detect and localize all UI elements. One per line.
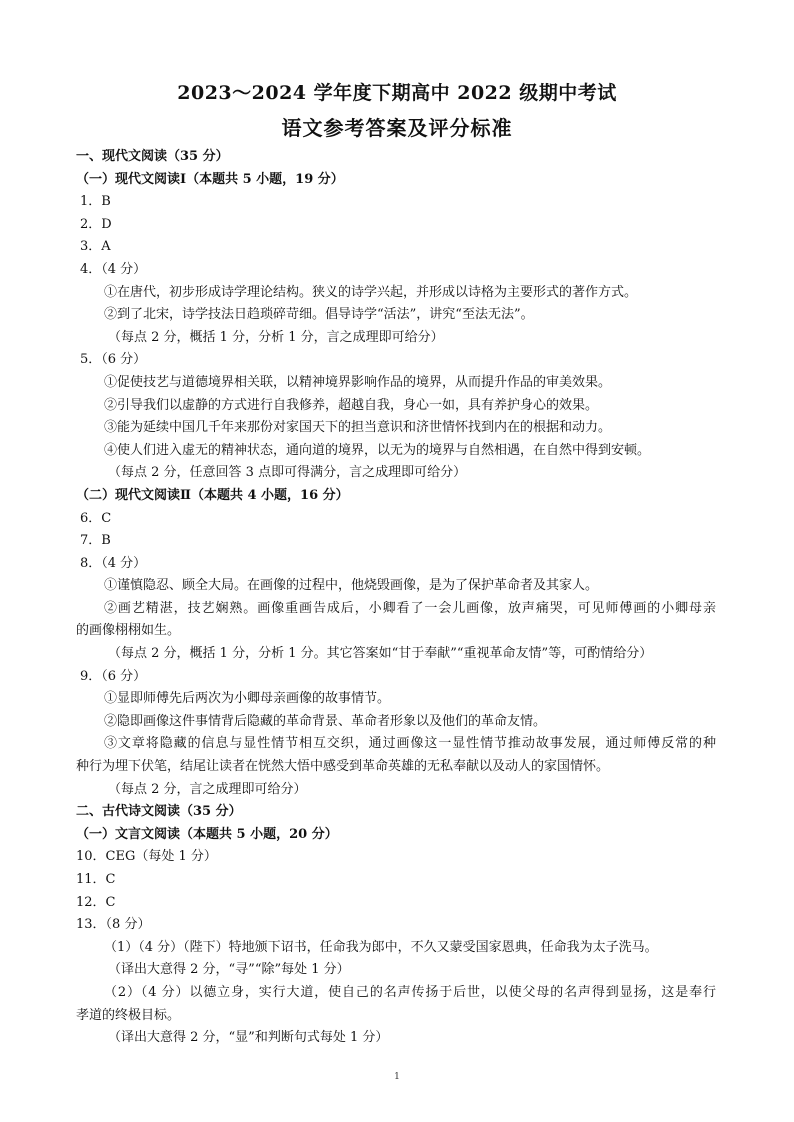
answer-point: ③文章将隐藏的信息与显性情节相互交织，通过画像这一显性情节推动故事发展，通过师傅反常的种 bbox=[104, 736, 716, 752]
scoring-note: （译出大意得 2 分，“显”和判断句式每处 1 分） bbox=[108, 1030, 389, 1046]
page-number: 1 bbox=[394, 1072, 400, 1082]
answer-key-subtitle: 语文参考答案及评分标准 bbox=[281, 116, 513, 140]
answer-point: ①谨慎隐忍、顾全大局。在画像的过程中，他烧毁画像，是为了保护革命者及其家人。 bbox=[104, 578, 599, 594]
subsection-heading: （二）现代文阅读Ⅱ（本题共 4 小题，16 分） bbox=[76, 487, 349, 503]
scoring-note: （每点 2 分，言之成理即可给分） bbox=[108, 781, 307, 797]
answer-line: 3．A bbox=[80, 239, 111, 255]
answer-point: ③能为延续中国几千年来那份对家国天下的担当意识和济世情怀找到内在的根据和动力。 bbox=[104, 420, 612, 436]
answer-line: 2．D bbox=[80, 216, 112, 232]
answer-point: ①显即师傅先后两次为小卿母亲画像的故事情节。 bbox=[104, 691, 391, 707]
scoring-note: （译出大意得 2 分，“寻”“除”每处 1 分） bbox=[108, 962, 350, 978]
section-heading: 二、古代诗文阅读（35 分） bbox=[76, 804, 242, 820]
subsection-heading: （一）文言文阅读（本题共 5 小题，20 分） bbox=[76, 826, 338, 842]
answer-point: ①在唐代，初步形成诗学理论结构。狭义的诗学兴起，并形成以诗格为主要形式的著作方式。 bbox=[104, 284, 638, 300]
answer-line: 12．C bbox=[76, 894, 116, 910]
answer-content bbox=[76, 146, 716, 1050]
answer-point-continued: 种行为埋下伏笔，结尾让读者在恍然大悟中感受到革命英雄的无私奉献以及动人的家国情怀。 bbox=[76, 759, 610, 775]
answer-line: 10．CEG（每处 1 分） bbox=[76, 849, 217, 865]
answer-point: ②隐即画像这件事情背后隐藏的革命背景、革命者形象以及他们的革命友情。 bbox=[104, 713, 547, 729]
question-header: 5．（6 分） bbox=[80, 352, 147, 368]
subsection-heading: （一）现代文阅读Ⅰ（本题共 5 小题，19 分） bbox=[76, 171, 344, 187]
answer-point-continued: 的画像栩栩如生。 bbox=[76, 623, 181, 639]
question-header: 4．（4 分） bbox=[80, 261, 147, 277]
answer-point: ②引导我们以虚静的方式进行自我修养，超越自我，身心一如，具有养护身心的效果。 bbox=[104, 397, 599, 413]
answer-point: ②画艺精湛，技艺娴熟。画像重画告成后，小卿看了一会儿画像，放声痛哭，可见师傅画的小卿母亲 bbox=[104, 600, 716, 616]
answer-point-continued: 孝道的终极目标。 bbox=[76, 1007, 181, 1023]
exam-title: 2023～2024 学年度下期高中 2022 级期中考试 bbox=[177, 82, 617, 104]
scoring-note: （每点 2 分，概括 1 分，分析 1 分，言之成理即可给分） bbox=[108, 329, 444, 345]
section-heading: 一、现代文阅读（35 分） bbox=[76, 149, 229, 164]
answer-point: （1）（4 分）（陛下）特地颁下诏书，任命我为郎中，不久又蒙受国家恩典，任命我为太子洗马。 bbox=[104, 939, 658, 955]
answer-point: ①促使技艺与道德境界相关联，以精神境界影响作品的境界，从而提升作品的审美效果。 bbox=[104, 374, 612, 390]
answer-line: 1．B bbox=[80, 194, 111, 210]
answer-line: 11．C bbox=[76, 872, 116, 887]
scoring-note: （每点 2 分，概括 1 分，分析 1 分。其它答案如“甘于奉献”“重视革命友情”等，可酌情给分） bbox=[108, 646, 653, 662]
scoring-note: （每点 2 分，任意回答 3 点即可得满分，言之成理即可给分） bbox=[108, 465, 467, 481]
answer-line: 7．B bbox=[80, 533, 111, 549]
question-header: 9．（6 分） bbox=[80, 668, 147, 684]
answer-point: ④使人们进入虚无的精神状态，通向道的境界，以无为的境界与自然相遇，在自然中得到安顿。 bbox=[104, 442, 651, 458]
question-header: 13．（8 分） bbox=[76, 917, 151, 933]
answer-point: ②到了北宋，诗学技法日趋琐碎苛细。倡导诗学“活法”，讲究“至法无法”。 bbox=[104, 307, 534, 323]
answer-line: 6．C bbox=[80, 510, 112, 526]
answer-point: （2）（4 分）以德立身，实行大道，使自己的名声传扬于后世，以使父母的名声得到显扬，这是奉行 bbox=[104, 984, 716, 1000]
question-header: 8．（4 分） bbox=[80, 555, 147, 571]
